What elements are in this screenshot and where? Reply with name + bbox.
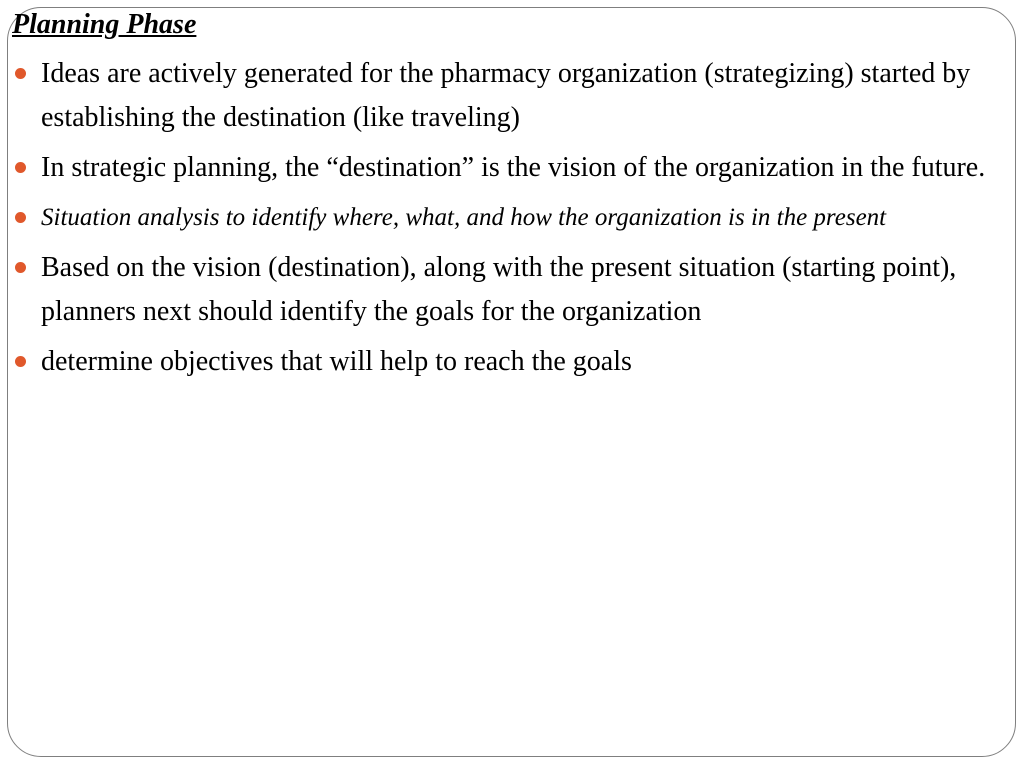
bullet-dot-icon bbox=[15, 356, 26, 367]
bullet-text: Situation analysis to identify where, what, and how the organization is in the present bbox=[41, 204, 887, 231]
bullet-text: determine objectives that will help to reach the goals bbox=[41, 346, 632, 377]
bullet-dot-icon bbox=[15, 262, 26, 273]
bullet-item bbox=[12, 52, 1012, 140]
bullet-text: Based on the vision (destination), along with the present situation (starting point), planners next should identify the goals for the organization bbox=[41, 252, 957, 327]
bullet-item bbox=[12, 246, 1012, 334]
bullet-item bbox=[12, 196, 1012, 240]
bullet-dot-icon bbox=[15, 162, 26, 173]
bullet-dot-icon bbox=[15, 68, 26, 79]
bullet-text: Ideas are actively generated for the pharmacy organization (strategizing) started by establishing the destination (like traveling) bbox=[41, 58, 971, 133]
bullet-dot-icon bbox=[15, 212, 26, 223]
bullet-text: In strategic planning, the “destination” is the vision of the organization in the future. bbox=[41, 152, 986, 183]
bullet-item bbox=[12, 340, 1012, 384]
bullet-list bbox=[12, 52, 1012, 384]
bullet-item bbox=[12, 146, 1012, 190]
slide-content bbox=[12, 8, 1012, 390]
slide-heading: Planning Phase bbox=[12, 9, 197, 40]
